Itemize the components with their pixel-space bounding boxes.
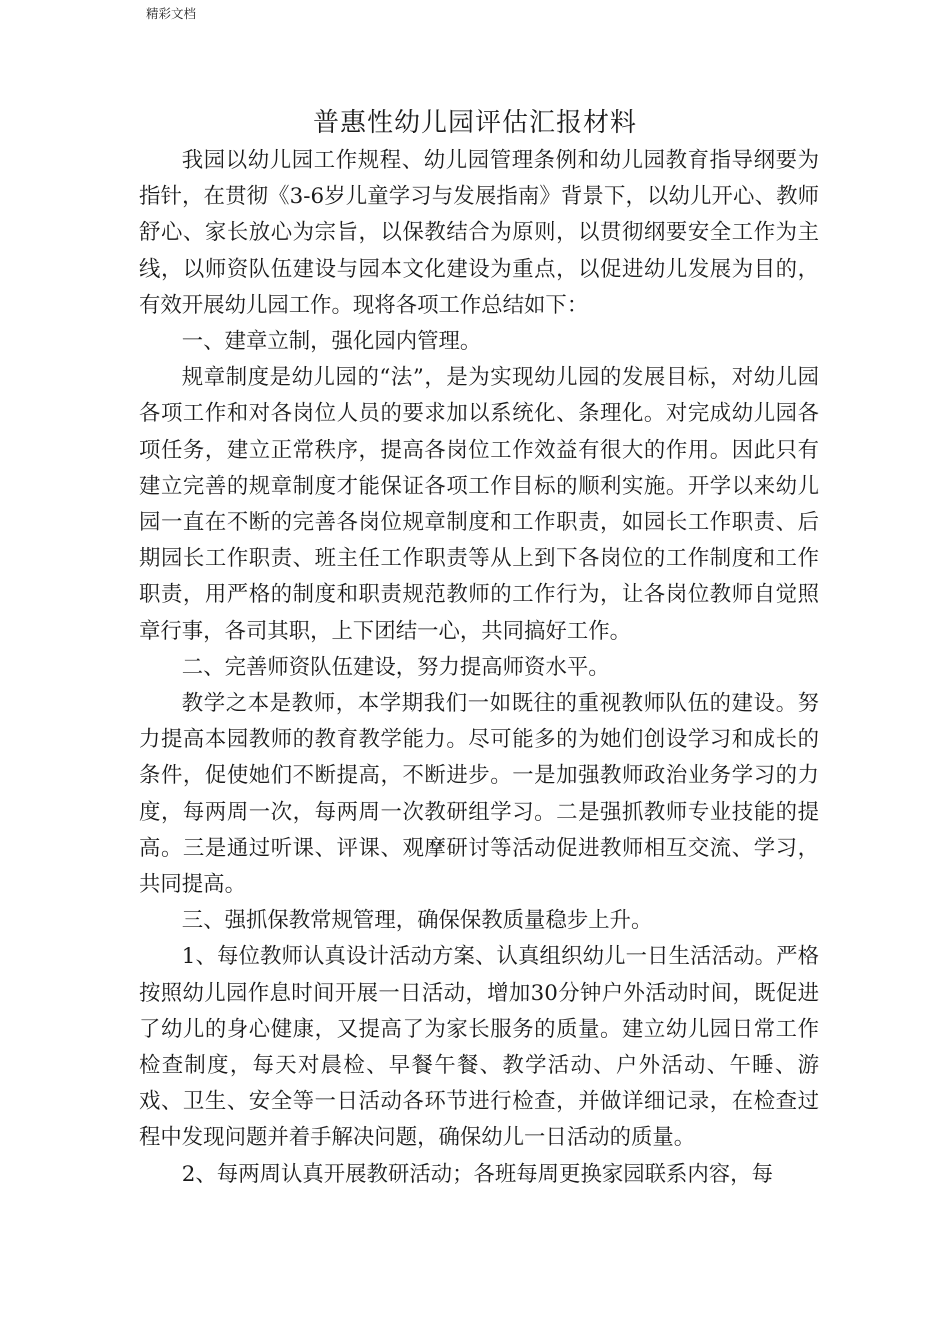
paragraph-section-1: 规章制度是幼儿园的“法”，是为实现幼儿园的发展目标，对幼儿园各项工作和对各岗位人员的要求加以系统化、条理化。对完成幼儿园各项任务，建立正常秩序，提高各岗位工作效益有很大的作用。因此只有建立完善的规章制度才能保证各项工作目标的顺利实施。开学以来幼儿园一直在不断的完善各岗位规章制度和工作职责，如园长工作职责、后期园长工作职责、班主任工作职责等从上到下各岗位的工作制度和工作职责，用严格的制度和职责规范教师的工作行为，让各岗位教师自觉照章行事，各司其职，上下团结一心，共同搞好工作。 [139,365,819,644]
section-heading-2: 二、完善师资队伍建设，努力提高师资水平。 [181,654,610,680]
section-heading-1: 一、建章立制，强化园内管理。 [181,329,482,355]
document-body [139,143,819,1193]
header-mark: 精彩文档 [146,6,197,21]
paragraph-section-3-item-1: 1、每位教师认真设计活动方案、认真组织幼儿一日生活活动。严格按照幼儿园作息时间开展一日活动，增加30分钟户外活动时间，既促进了幼儿的身心健康，又提高了为家长服务的质量。建立幼儿园日常工作检查制度，每天对晨检、早餐午餐、教学活动、户外活动、午睡、游戏、卫生、安全等一日活动各环节进行检查，并做详细记录，在检查过程中发现问题并着手解决问题，确保幼儿一日活动的质量。 [139,944,819,1151]
paragraph-section-3-item-2: 2、每两周认真开展教研活动；各班每周更换家园联系内容，每 [181,1161,773,1187]
paragraph-intro: 我园以幼儿园工作规程、幼儿园管理条例和幼儿园教育指导纲要为指针，在贯彻《3-6岁儿童学习与发展指南》背景下，以幼儿开心、教师舒心、家长放心为宗旨，以保教结合为原则，以贯彻纲要安全工作为主线，以师资队伍建设与园本文化建设为重点，以促进幼儿发展为目的，有效开展幼儿园工作。现将各项工作总结如下： [139,148,819,318]
document-title: 普惠性幼儿园评估汇报材料 [312,108,637,138]
paragraph-section-2: 教学之本是教师，本学期我们一如既往的重视教师队伍的建设。努力提高本园教师的教育教学能力。尽可能多的为她们创设学习和成长的条件，促使她们不断提高，不断进步。一是加强教师政治业务学习的力度，每两周一次，每两周一次教研组学习。二是强抓教师专业技能的提高。三是通过听课、评课、观摩研讨等活动促进教师相互交流、学习，共同提高。 [139,691,819,898]
section-heading-3: 三、强抓保教常规管理，确保保教质量稳步上升。 [181,908,653,934]
